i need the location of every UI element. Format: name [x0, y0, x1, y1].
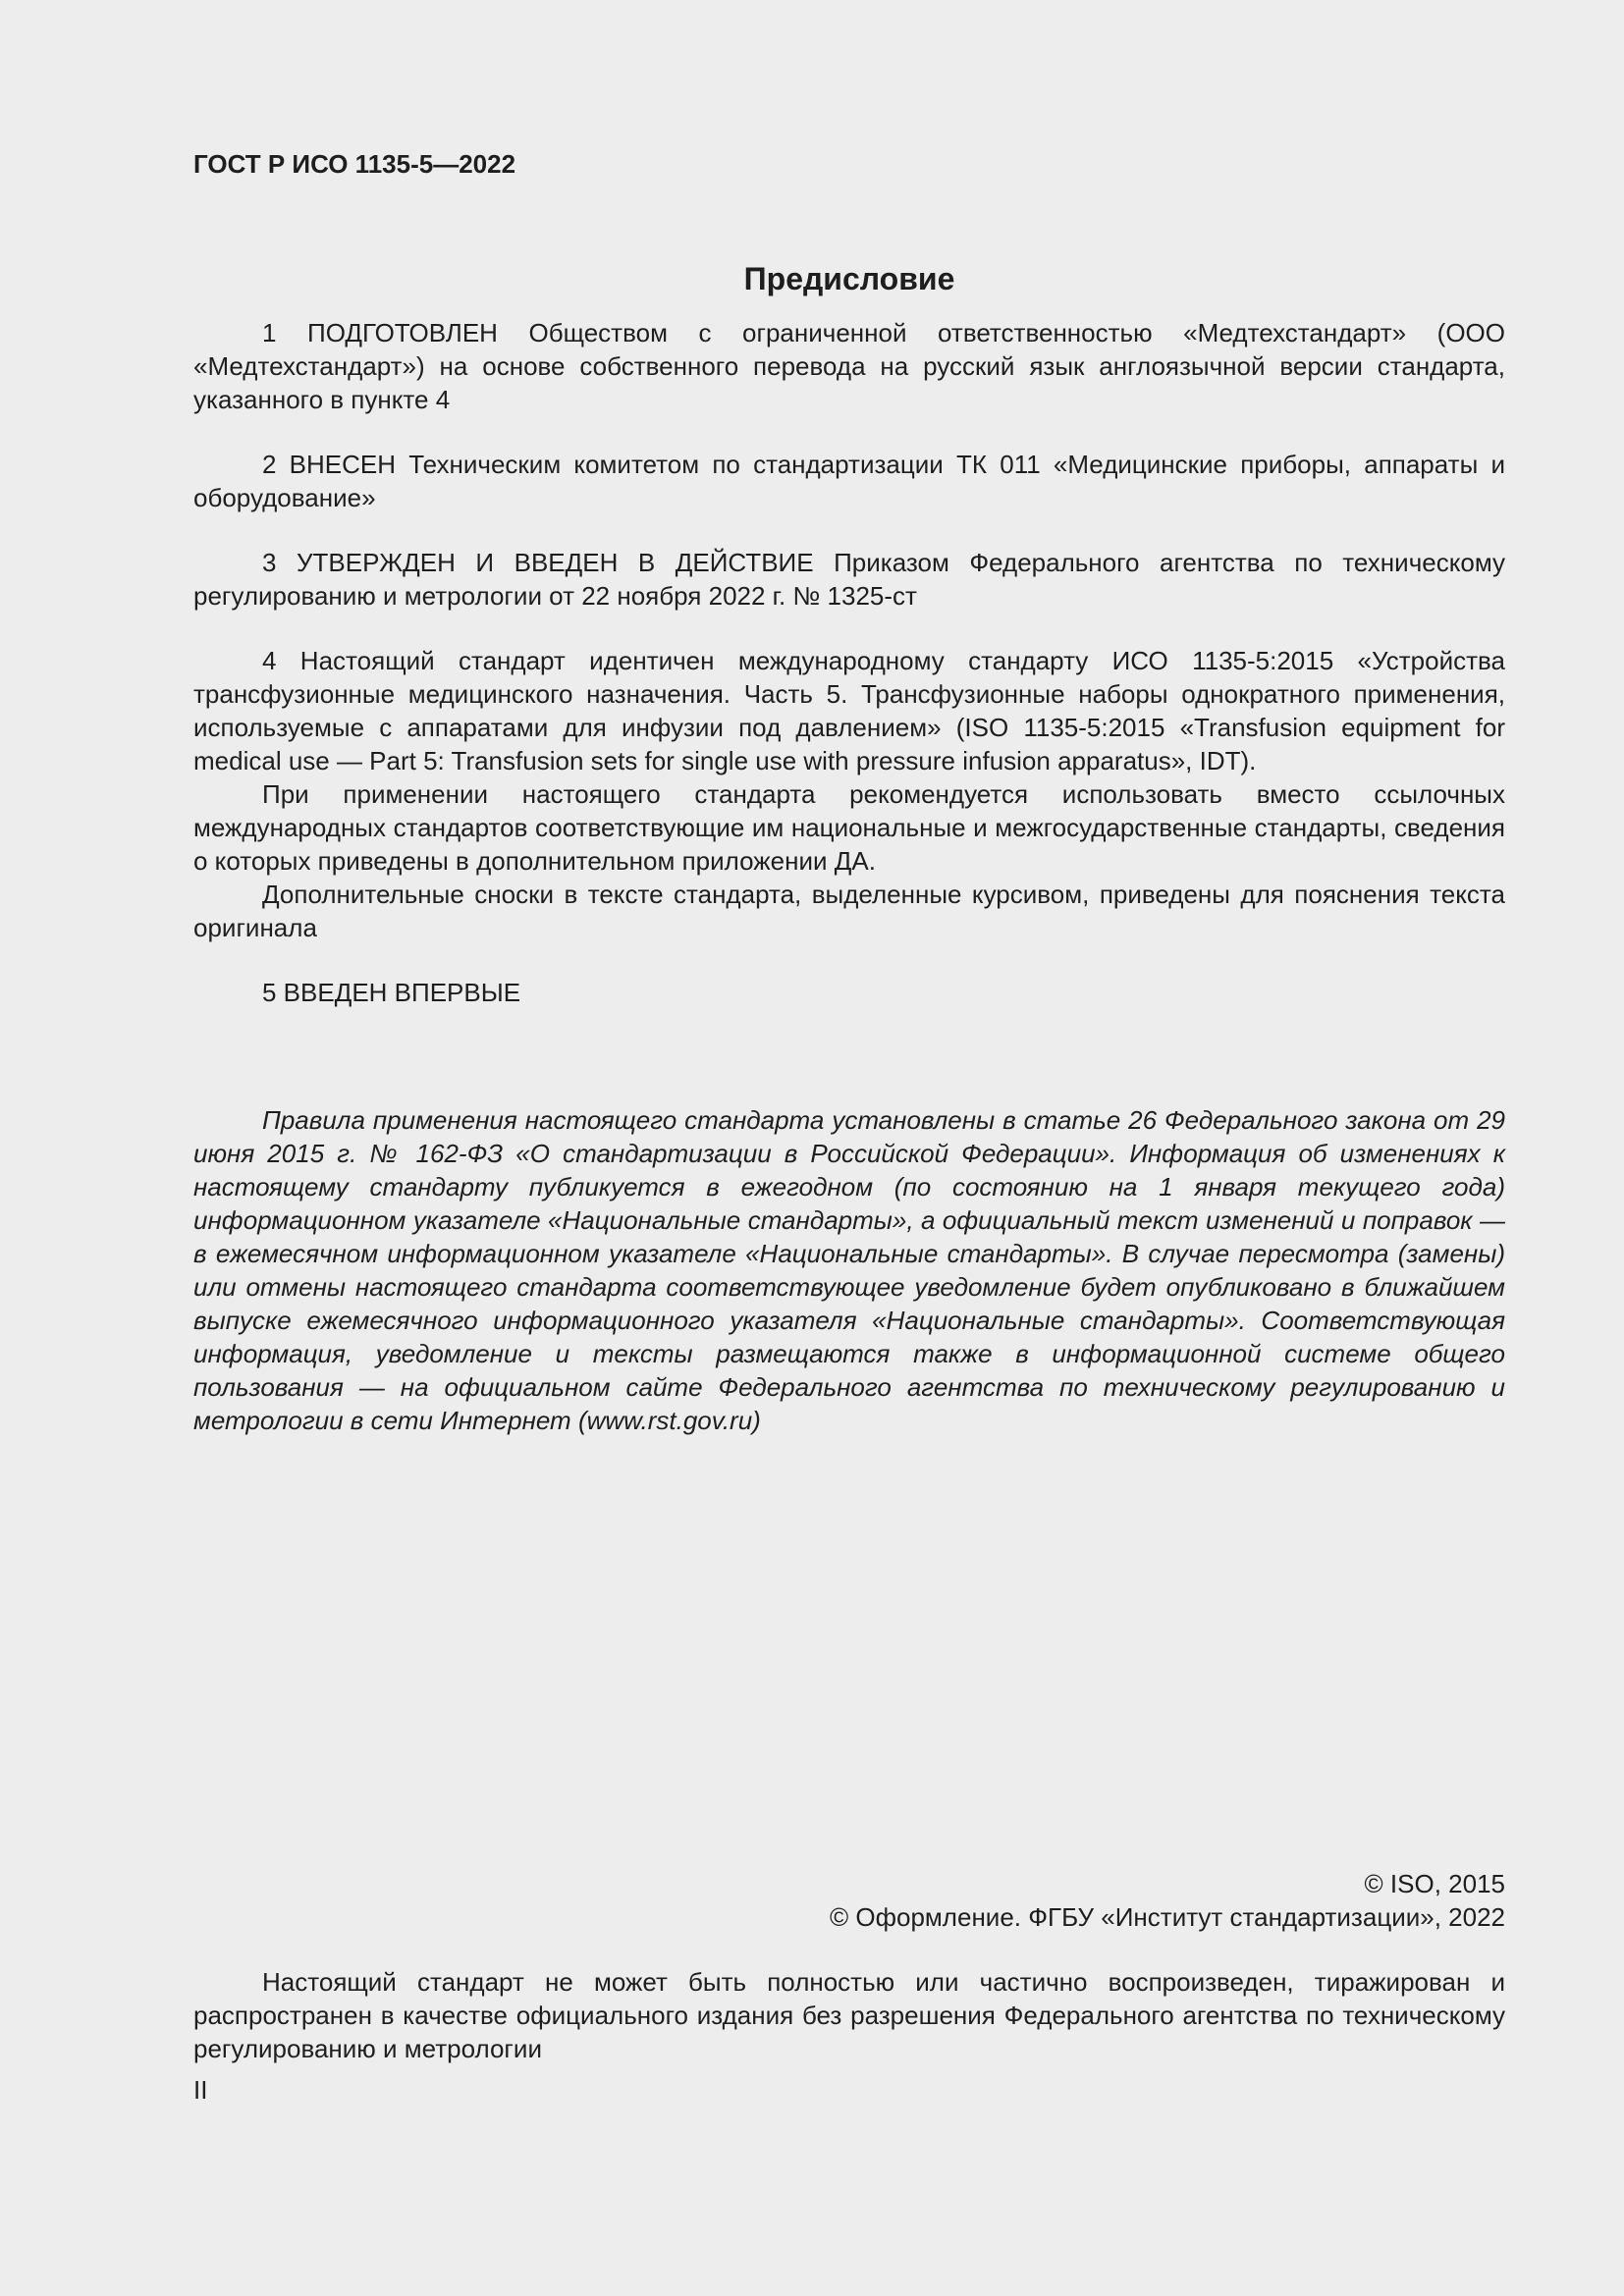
document-code: ГОСТ Р ИСО 1135-5—2022	[193, 149, 516, 179]
reproduction-notice: Настоящий стандарт не может быть полностью или частично воспроизведен, тиражирован и распространен в качестве официального издания без разрешения Федерального агентства по техническому регулированию и метрологии	[193, 1967, 1505, 2063]
copyright-block	[193, 1867, 1505, 1934]
document-page	[193, 147, 1505, 2105]
foreword-item-5: 5 ВВЕДЕН ВПЕРВЫЕ	[262, 978, 521, 1007]
foreword-item-3: 3 УТВЕРЖДЕН И ВВЕДЕН В ДЕЙСТВИЕ Приказом Федерального агентства по техническому регулированию и метрологии от 22 ноября 2022 г. № 1325-ст	[193, 548, 1505, 611]
page-number: II	[193, 2075, 208, 2105]
foreword-item-4-footnotes: Дополнительные сноски в тексте стандарта, выделенные курсивом, приведены для пояснения текста оригинала	[193, 880, 1505, 942]
foreword-item-1: 1 ПОДГОТОВЛЕН Обществом с ограниченной ответственностью «Медтехстандарт» (ООО «Медтехстандарт») на основе собственного перевода на русский язык англоязычной версии стандарта, указанного в пункте 4	[193, 318, 1505, 414]
application-rules-note: Правила применения настоящего стандарта установлены в статье 26 Федерального закона от 29 июня 2015 г. № 162-ФЗ «О стандартизации в Российской Федерации». Информация об изменениях к настоящему стандарту публикуется в ежегодном (по состоянию на 1 января текущего года) информационном указателе «Национальные стандарты», а официальный текст изменений и поправок — в ежемесячном информационном указателе «Национальные стандарты». В случае пересмотра (замены) или отмены настоящего стандарта соответствующее уведомление будет опубликовано в ближайшем выпуске ежемесячного информационного указателя «Национальные стандарты». Соответствующая информация, уведомление и тексты размещаются также в информационной системе общего пользования — на официальном сайте Федерального агентства по техническому регулированию и метрологии в сети Интернет (www.rst.gov.ru)	[193, 1105, 1505, 1435]
copyright-iso: © ISO, 2015	[1364, 1869, 1505, 1898]
foreword-item-4: 4 Настоящий стандарт идентичен международному стандарту ИСО 1135-5:2015 «Устройства трансфузионные медицинского назначения. Часть 5. Трансфузионные наборы однократного применения, используемые с аппаратами для инфузии под давлением» (ISO 1135-5:2015 «Transfusion equipment for medical use — Part 5: Transfusion sets for single use with pressure infusion apparatus», IDT).	[193, 646, 1505, 775]
page-title: Предисловие	[743, 261, 955, 296]
foreword-item-2: 2 ВНЕСЕН Техническим комитетом по стандартизации ТК 011 «Медицинские приборы, аппараты и оборудование»	[193, 450, 1505, 512]
copyright-design: © Оформление. ФГБУ «Институт стандартизации», 2022	[830, 1902, 1505, 1932]
foreword-item-4-references: При применении настоящего стандарта рекомендуется использовать вместо ссылочных международных стандартов соответствующие им национальные и межгосударственные стандарты, сведения о которых приведены в дополнительном приложении ДА.	[193, 779, 1505, 876]
